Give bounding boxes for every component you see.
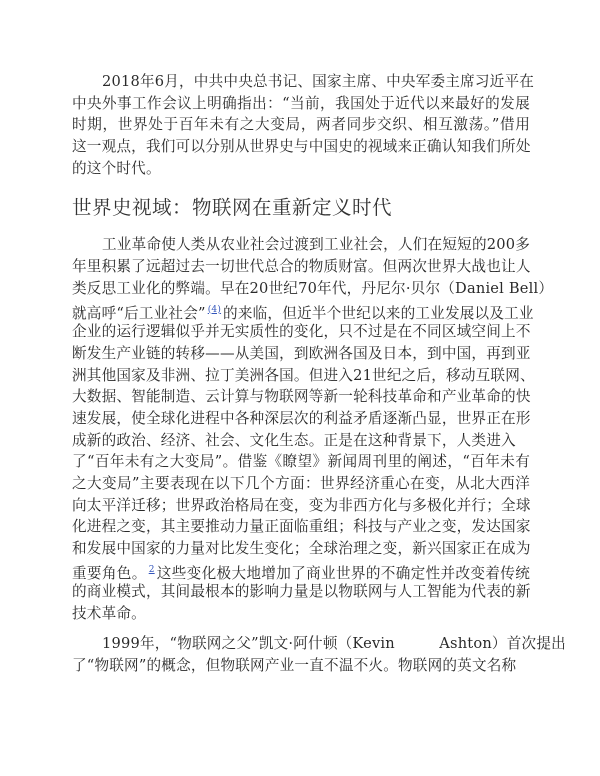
text-line: 和发展中国家的力量对比发生变化；全球治理之变，新兴国家正在成为 <box>72 540 531 558</box>
text-line: 大数据、智能制造、云计算与物联网等新一轮科技革命和产业革命的快 <box>72 388 531 406</box>
section-heading: 世界史视域：物联网在重新定义时代 <box>72 196 393 220</box>
document-page <box>72 71 566 676</box>
text-line: 技术革命。 <box>72 605 146 623</box>
text-segment: 的来临，但近半个世纪以来的工业发展以及工业 <box>223 304 534 322</box>
text-line: 洲其他国家及非洲、拉丁美洲各国。但进入21世纪之后，移动互联网、 <box>72 366 535 384</box>
text-line: 了“百年未有之大变局”。借鉴《瞭望》新闻周刊里的阐述，“百年未有 <box>72 453 530 471</box>
text-line: 这一观点，我们可以分别从世界史与中国史的视域来正确认知我们所处 <box>72 138 531 156</box>
paragraph-iot <box>72 633 566 676</box>
text-line: 化进程之变，其主要推动力量正面临重组；科技与产业之变，发达国家 <box>72 518 531 536</box>
text-line: 中央外事工作会议上明确指出：“当前，我国处于近代以来最好的发展 <box>72 94 530 112</box>
text-line: 2018年6月，中共中央总书记、国家主席、中央军委主席习近平在 <box>102 73 535 90</box>
text-line: 年里积累了远超过去一切世代总合的物质财富。但两次世界大战也让人 <box>72 258 531 276</box>
text-line <box>72 560 530 582</box>
text-segment: 重要角色。 <box>72 564 147 582</box>
paragraph-world-history <box>72 234 554 624</box>
footnote-link[interactable]: 2 <box>148 564 155 575</box>
text-line: 了“物联网”的概念，但物联网产业一直不温不火。物联网的英文名称 <box>72 656 517 674</box>
text-line: 的商业模式，其间最根本的影响力量是以物联网与人工智能为代表的新 <box>72 583 531 601</box>
text-line: 的这个时代。 <box>72 159 161 177</box>
footnote-link[interactable]: (4) <box>207 304 222 315</box>
text-segment: 这些变化极大地增加了商业世界的不确定性并改变着传统 <box>156 564 530 582</box>
text-line: 之大变局”主要表现在以下几个方面：世界经济重心在变，从北大西洋 <box>72 475 530 492</box>
text-line: 企业的运行逻辑似乎并无实质性的变化，只不过是在不同区域空间上不 <box>72 323 531 341</box>
text-line <box>72 300 534 322</box>
text-line: 成新的政治、经济、社会、文化生态。正是在这种背景下，人类进入 <box>72 431 516 449</box>
text-segment: 就高呼“后工业社会” <box>72 304 206 322</box>
text-line: 向太平洋迁移；世界政治格局在变，变为非西方化与多极化并行；全球 <box>72 496 531 514</box>
text-line: 工业革命使人类从农业社会过渡到工业社会，人们在短短的200多 <box>102 236 530 254</box>
text-line: 断发生产业链的转移——从美国，到欧洲各国及日本，到中国，再到亚 <box>72 344 531 362</box>
text-line: 1999年，“物联网之父”凯文·阿什顿（Kevin Ashton）首次提出 <box>102 634 566 652</box>
paragraph-intro <box>72 71 535 179</box>
text-line: 速发展，使全球化进程中各种深层次的利益矛盾逐渐凸显，世界正在形 <box>72 409 531 427</box>
text-line: 类反思工业化的弊端。早在20世纪70年代，丹尼尔·贝尔（Daniel Bell） <box>72 279 554 297</box>
text-line: 时期，世界处于百年未有之大变局，两者同步交织、相互激荡。”借用 <box>72 116 530 134</box>
